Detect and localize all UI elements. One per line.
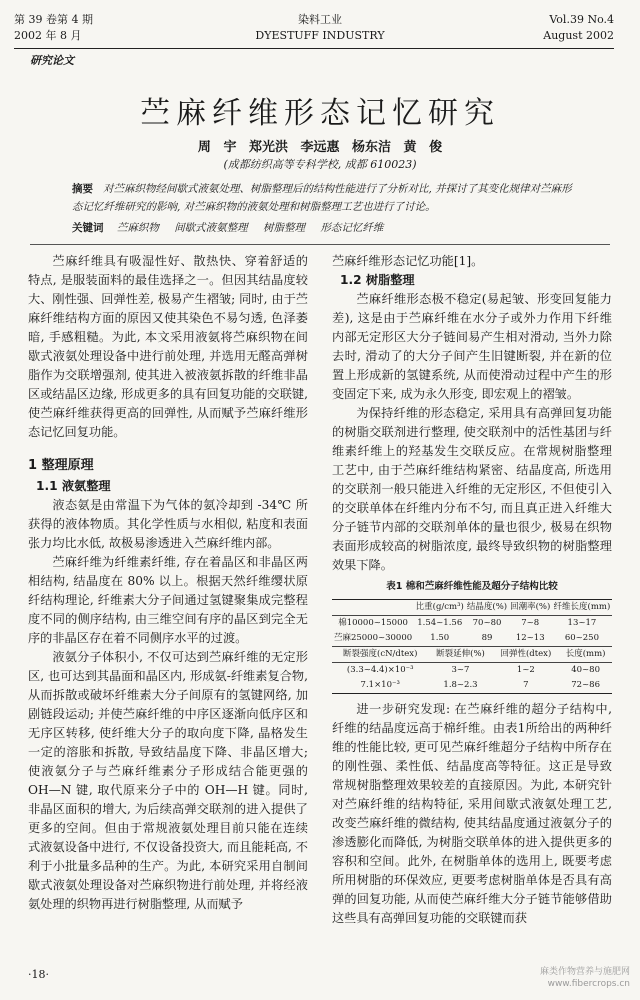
table-cell: 40~80 bbox=[559, 663, 612, 679]
table-row bbox=[332, 631, 612, 646]
keyword: 苎麻织物 bbox=[116, 222, 159, 234]
paper-authors: 周 宇 郑光洪 李远惠 杨东洁 黄 俊 bbox=[197, 140, 443, 155]
table-1-grid-b bbox=[332, 646, 612, 694]
keyword: 间歇式液氨整理 bbox=[174, 222, 248, 234]
table-title: 表1 棉和苎麻纤维性能及超分子结构比较 bbox=[386, 581, 558, 592]
table-row bbox=[332, 663, 612, 679]
table-header-cell: 断裂强度(cN/dtex) bbox=[332, 647, 428, 663]
table-header-row bbox=[332, 600, 612, 616]
table-row bbox=[332, 616, 612, 632]
table-cell: 89 bbox=[481, 633, 493, 643]
right-column bbox=[332, 252, 612, 928]
table-header-cell: 断裂延伸(%) bbox=[428, 647, 492, 663]
header-divider bbox=[14, 48, 614, 49]
table-cell: 12~13 bbox=[515, 633, 545, 643]
paper-title: 苎麻纤维形态记忆研究 bbox=[140, 96, 500, 131]
table-1 bbox=[332, 577, 612, 694]
header-volume-issue bbox=[14, 12, 93, 44]
keyword: 树脂整理 bbox=[263, 222, 306, 234]
table-cell: 7~8 bbox=[509, 616, 552, 632]
table-cell: 7 bbox=[493, 678, 560, 694]
table-cell: 苎麻25000~30000 bbox=[333, 633, 413, 643]
body-paragraph: 苎麻纤维为纤维素纤维, 存在着晶区和非晶区两相结构, 结晶度在 80% 以上。根据天然纤维缨状原纤结构理论, 纤维素大分子间通过氢键聚集成完整程度不同的侧序结构, 由三维空间有序的晶区到完全无序的非晶区存在着不同侧序水平的过渡。 bbox=[28, 555, 308, 645]
keywords bbox=[72, 220, 572, 236]
table-header-cell: 长度(mm) bbox=[559, 647, 612, 663]
header-date: 2002 年 8 月 bbox=[14, 29, 82, 42]
table-header-cell: 回弹性(dtex) bbox=[493, 647, 560, 663]
body-paragraph: 进一步研究发现: 在苎麻纤维的超分子结构中, 纤维的结晶度远高于棉纤维。由表1所给出的两种纤维的性能比较, 更可见苎麻纤维超分子结构中所存在的刚性强、柔性低、结晶度高等特征。这正是导致常规树脂整理效果较差的直接原因。为此, 本研究针对苎麻纤维的结构特征, 采用间歇式液氨处理工艺, 改变苎麻纤维的微结构, 使其结晶度通过液氨分子的渗透膨化而降低, 为树脂交联单体的进入提供更多的容积和空间。此外, 在树脂单体的选用上, 既要考虑所用树脂的环保效应, 更要考虑树脂单体是否具有高弹的回复功能, 从而使苎麻纤维大分子链节能够借助这些具有高弹回复功能的交联键而获 bbox=[332, 702, 612, 925]
keywords-label: 关键词 bbox=[72, 222, 104, 234]
table-cell: 1.54~1.56 bbox=[414, 616, 465, 632]
header-journal-cn: 染料工业 bbox=[298, 13, 342, 26]
header-volume: 第 39 卷第 4 期 bbox=[14, 13, 93, 26]
page-number: ·18· bbox=[28, 968, 49, 981]
header-volume-en bbox=[543, 12, 614, 44]
section-label: 研究论文 bbox=[30, 54, 74, 67]
section-heading-principle: 1 整理原理 bbox=[28, 458, 94, 473]
table-cell: 7.1×10⁻³ bbox=[332, 678, 428, 694]
header-journal bbox=[250, 12, 390, 44]
header-vol-no: Vol.39 No.4 bbox=[549, 13, 614, 26]
table-cell: 1~2 bbox=[493, 663, 560, 679]
keyword: 形态记忆纤维 bbox=[320, 222, 384, 234]
body-paragraph: 苎麻纤维形态记忆功能[1]。 bbox=[332, 254, 484, 268]
abstract bbox=[72, 180, 572, 216]
table-cell: 70~80 bbox=[465, 616, 508, 632]
table-header-cell: 纤维长度(mm) bbox=[552, 600, 612, 616]
left-column bbox=[28, 252, 308, 914]
body-paragraph: 苎麻纤维形态极不稳定(易起皱、形变回复能力差), 这是由于苎麻纤维在水分子或外力作用下纤维内部无定形区大分子链间易产生相对滑动, 当外力除去时, 滑动了的大分子间产生旧键断裂, 并在新的位置上形成新的氢键系统, 从而使滑动过程中产生的形变固定下来, 成为永久形变, 即宏观上的褶皱。 bbox=[332, 292, 612, 401]
table-cell: 72~86 bbox=[559, 678, 612, 694]
header-month-year: August 2002 bbox=[543, 29, 614, 42]
abstract-text: 对苎麻织物经间歇式液氨处理、树脂整理后的结构性能进行了分析对比, 并探讨了其变化规律对苎麻形态记忆纤维研究的影响, 对苎麻织物的液氨处理和树脂整理工艺也进行了讨论。 bbox=[72, 183, 572, 213]
abstract-divider bbox=[30, 244, 610, 245]
table-cell: 60~250 bbox=[564, 633, 599, 643]
watermark: 麻类作物营养与施肥网 www.fibercrops.cn bbox=[539, 967, 630, 989]
subsection-heading-ammonia: 1.1 液氨整理 bbox=[36, 479, 111, 493]
table-cell: 13~17 bbox=[552, 616, 612, 632]
body-paragraph: 液态氨是由常温下为气体的氨冷却到 -34℃ 所获得的液体物质。其化学性质与水相似, 粘度和表面张力均比水低, 故极易渗透进入苎麻纤维内部。 bbox=[28, 498, 308, 550]
abstract-label: 摘要 bbox=[72, 183, 93, 195]
table-cell: 1.8~2.3 bbox=[428, 678, 492, 694]
table-1-grid bbox=[332, 599, 612, 646]
table-header-cell: 比重(g/cm³) bbox=[414, 600, 465, 616]
subsection-heading-resin: 1.2 树脂整理 bbox=[340, 273, 415, 287]
header-journal-en: DYESTUFF INDUSTRY bbox=[255, 29, 385, 42]
table-header-cell bbox=[332, 600, 414, 616]
body-paragraph: 液氨分子体积小, 不仅可达到苎麻纤维的无定形区, 也可达到其晶面和晶区内, 形成氨-纤维素复合物, 从而拆散或破坏纤维素大分子间原有的氢键网络, 加剧链段运动; 并使苎麻纤维的中序区逐渐向低序区和无序区转移, 使纤维大分子的取向度下降, 晶格发生一定的溶胀和拆散, 导致结晶度下降、非晶区增大; 使液氨分子与苎麻纤维素分子形成结合能更强的 OH—N 键, 取代原来分子中的 OH—H 键。同时, 非晶区面积的增大, 为后续高弹交联剂的进入提供了更多的空间。但由于常规液氨处理目前只能在连续式液氨设备中进行, 不仅设备投资大, 而且能耗高, 不利于小批量多品种的生产。为此, 本研究采用自制间歇式液氨处理设备对苎麻织物进行前处理, 并将经液氨处理的织物再进行树脂整理, 从而赋予 bbox=[28, 650, 308, 911]
table-header-cell: 结晶度(%) bbox=[465, 600, 508, 616]
table-cell: 1.50 bbox=[430, 633, 450, 643]
table-row bbox=[332, 678, 612, 694]
table-cell: 棉10000~15000 bbox=[332, 616, 414, 632]
table-header-cell: 回潮率(%) bbox=[509, 600, 552, 616]
table-cell: 3~7 bbox=[428, 663, 492, 679]
body-paragraph: 为保持纤维的形态稳定, 采用具有高弹回复功能的树脂交联剂进行整理, 使交联剂中的活性基团与纤维素纤维上的羟基发生交联反应。在常规树脂整理工艺中, 由于苎麻纤维结构紧密、结晶度高, 所选用的交联剂一般只能进入纤维的无定形区, 不但使引入的交联单体在纤维内分布不匀, 而且真正进入纤维大分子链节内部的交联剂单体的量也很少, 极易在织物表面形成较高的树脂浓度, 最终导致织物的树脂整理效果下降。 bbox=[332, 406, 612, 572]
table-cell: (3.3~4.4)×10⁻³ bbox=[332, 663, 428, 679]
table-header-row bbox=[332, 647, 612, 663]
intro-paragraph: 苎麻纤维具有吸湿性好、散热快、穿着舒适的特点, 是服装面料的最佳选择之一。但因其结晶度较大、刚性强、回弹性差, 极易产生褶皱; 同时, 由于苎麻纤维结构方面的原因又使其染色不易匀透, 色泽萎暗, 手感粗糙。为此, 本文采用液氨将苎麻织物在间歇式液氨处理设备中进行前处理, 并选用无醛高弹树脂作为交联增强剂, 使其进入被液氨拆散的纤维非晶区或结晶区边缘, 形成更多的具有回复功能的交联键, 使苎麻纤维获得更高的回弹性, 从而赋予苎麻纤维形态记忆回复功能。 bbox=[28, 254, 308, 439]
paper-affiliation: (成都纺织高等专科学校, 成都 610023) bbox=[223, 158, 417, 171]
